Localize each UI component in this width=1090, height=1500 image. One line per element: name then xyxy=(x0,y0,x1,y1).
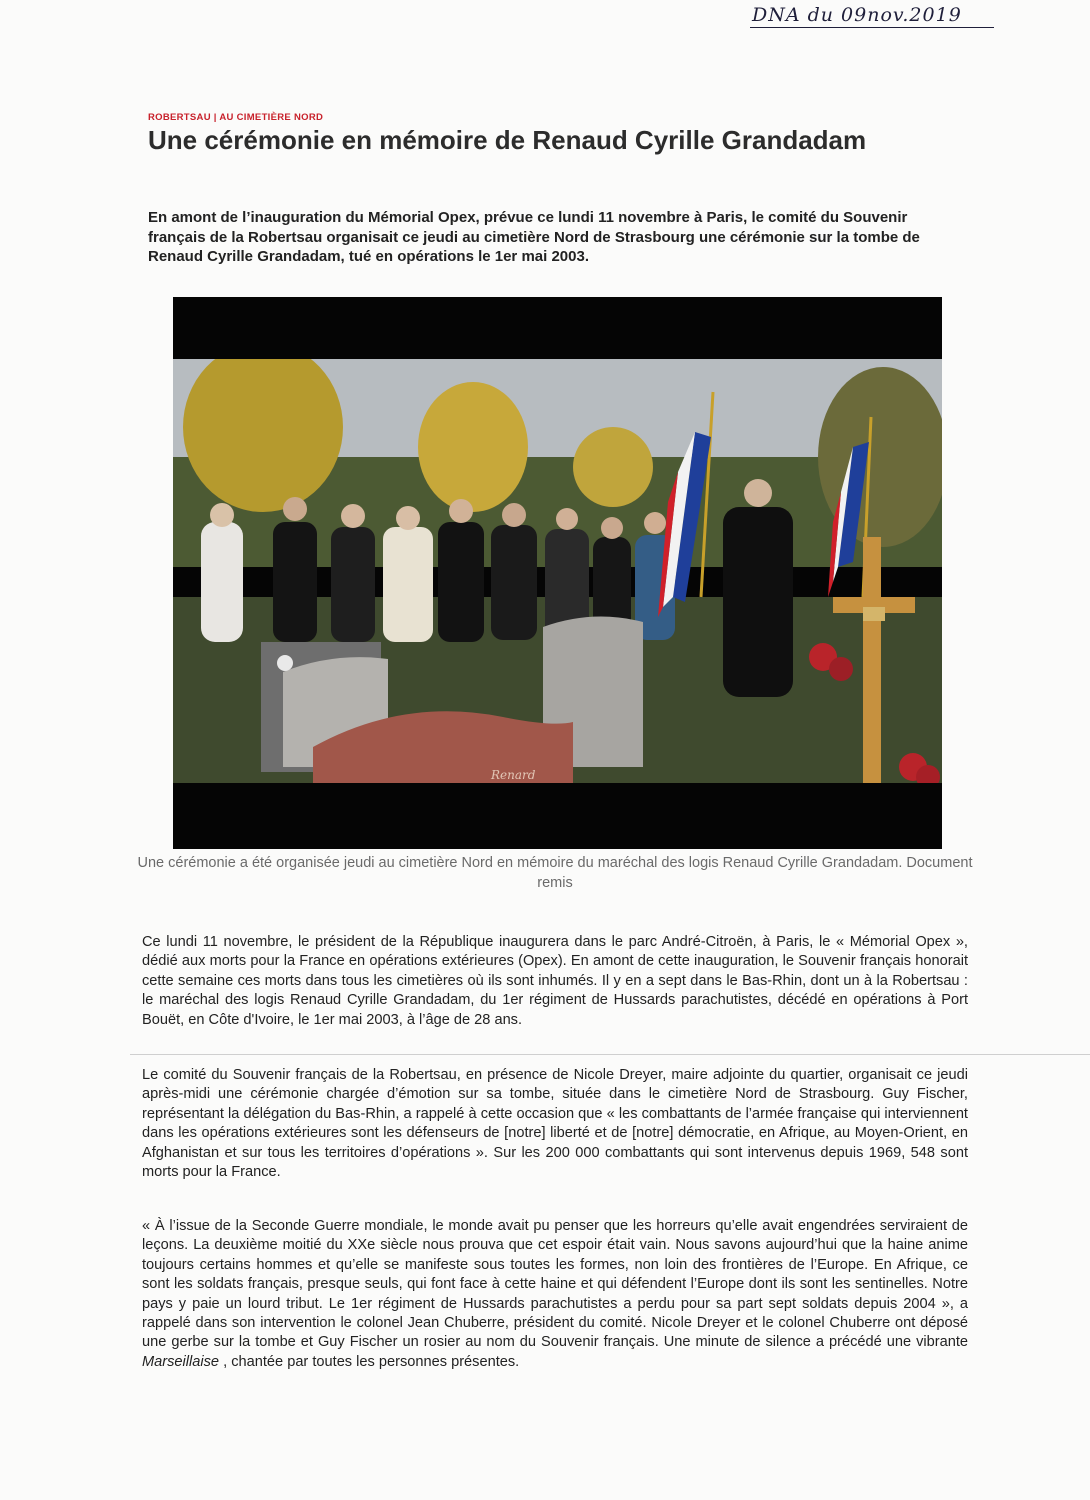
scan-fold-line xyxy=(130,1054,1090,1055)
autumn-tree-center xyxy=(418,382,528,512)
article-paragraph-3 xyxy=(142,1217,968,1372)
autumn-tree-left xyxy=(183,342,343,512)
article-kicker: ROBERTSAU | AU CIMETIÈRE NORD xyxy=(148,112,324,123)
ceremony-photo xyxy=(173,297,942,849)
marseillaise-title: Marseillaise xyxy=(142,1353,220,1370)
article-lead: En amont de l’inauguration du Mémorial Opex, prévue ce lundi 11 novembre à Paris, le comité du Souvenir français de la Robertsau organisait ce jeudi au cimetière Nord de Strasbourg une cérémonie sur la tombe de Renaud Cyrille Grandadam, tué en opérations le 1er mai 2003. xyxy=(148,209,920,265)
photo-caption: Une cérémonie a été organisée jeudi au cimetière Nord en mémoire du maréchal des logis Renaud Cyrille Grandadam. Document remis xyxy=(137,855,973,891)
paragraph-3-end: , chantée par toutes les personnes présentes. xyxy=(219,1353,520,1370)
photo-top-bar xyxy=(173,297,942,359)
handwritten-source-note: DNA du 09nov.2019 xyxy=(752,4,962,26)
headstone-inscription: Renard xyxy=(491,768,536,782)
article-headline: Une cérémonie en mémoire de Renaud Cyrille Grandadam xyxy=(148,125,867,155)
paragraph-3-text: « À l’issue de la Seconde Guerre mondiale, le monde avait pu penser que les horreurs qu’elle avait engendrées serviraient de leçons. La deuxième moitié du XXe siècle nous prouva que cet espoir était vain. Nous savons aujourd’hui que la haine anime toujours certains hommes et qu’elle se manifeste sous toutes les formes, non loin des frontières de l’Europe. En Afrique, ce sont les soldats français, presque seuls, qui font face à cette haine et qui défendent l’Europe dont ils sont les sentinelles. Notre pays y paie un lourd tribut. Le 1er régiment de Hussards parachutistes a perdu pour sa part sept soldats depuis 2004 », a rappelé dans son intervention le colonel Jean Chuberre, président du comité. Nicole Dreyer et le colonel Chuberre ont déposé une gerbe sur la tombe et Guy Fischer un rosier au nom du Souvenir français. Une minute de silence a précédé une vibrante xyxy=(142,1218,968,1351)
article-paragraph-1: Ce lundi 11 novembre, le président de la République inaugurera dans le parc André-Citroën, à Paris, le « Mémorial Opex », dédié aux morts pour la France en opérations extérieures (Opex). En amont de cette inauguration, le Souvenir français honorait cette semaine ces morts dans tous les cimetières où ils sont inhumés. Il y en a sept dans le Bas-Rhin, dont un à la Robertsau : le maréchal des logis Renaud Cyrille Grandadam, du 1er régiment de Hussards parachutistes, décédé en opérations à Port Bouët, en Côte d'Ivoire, le 1er mai 2003, à l’âge de 28 ans. xyxy=(142,934,968,1028)
ceremony-photo-illustration xyxy=(173,297,942,849)
autumn-tree-small xyxy=(573,427,653,507)
photo-bottom-bar xyxy=(173,783,942,849)
handwritten-underline xyxy=(750,27,994,28)
article-paragraph-2: Le comité du Souvenir français de la Robertsau, en présence de Nicole Dreyer, maire adjointe du quartier, organisait ce jeudi après-midi une cérémonie chargée d’émotion sur sa tombe, située dans le cimetière Nord de Strasbourg. Guy Fischer, représentant la délégation du Bas-Rhin, a rappelé à cette occasion que « les combattants de l’armée française qui interviennent dans les opérations extérieures sont les défenseurs de [notre] liberté et de [notre] démocratie, en Afrique, au Moyen-Orient, en Afghanistan et sur tous les territoires d’opérations ». Sur les 200 000 combattants qui sont intervenus depuis 1969, 548 sont morts pour la France. xyxy=(142,1067,968,1181)
